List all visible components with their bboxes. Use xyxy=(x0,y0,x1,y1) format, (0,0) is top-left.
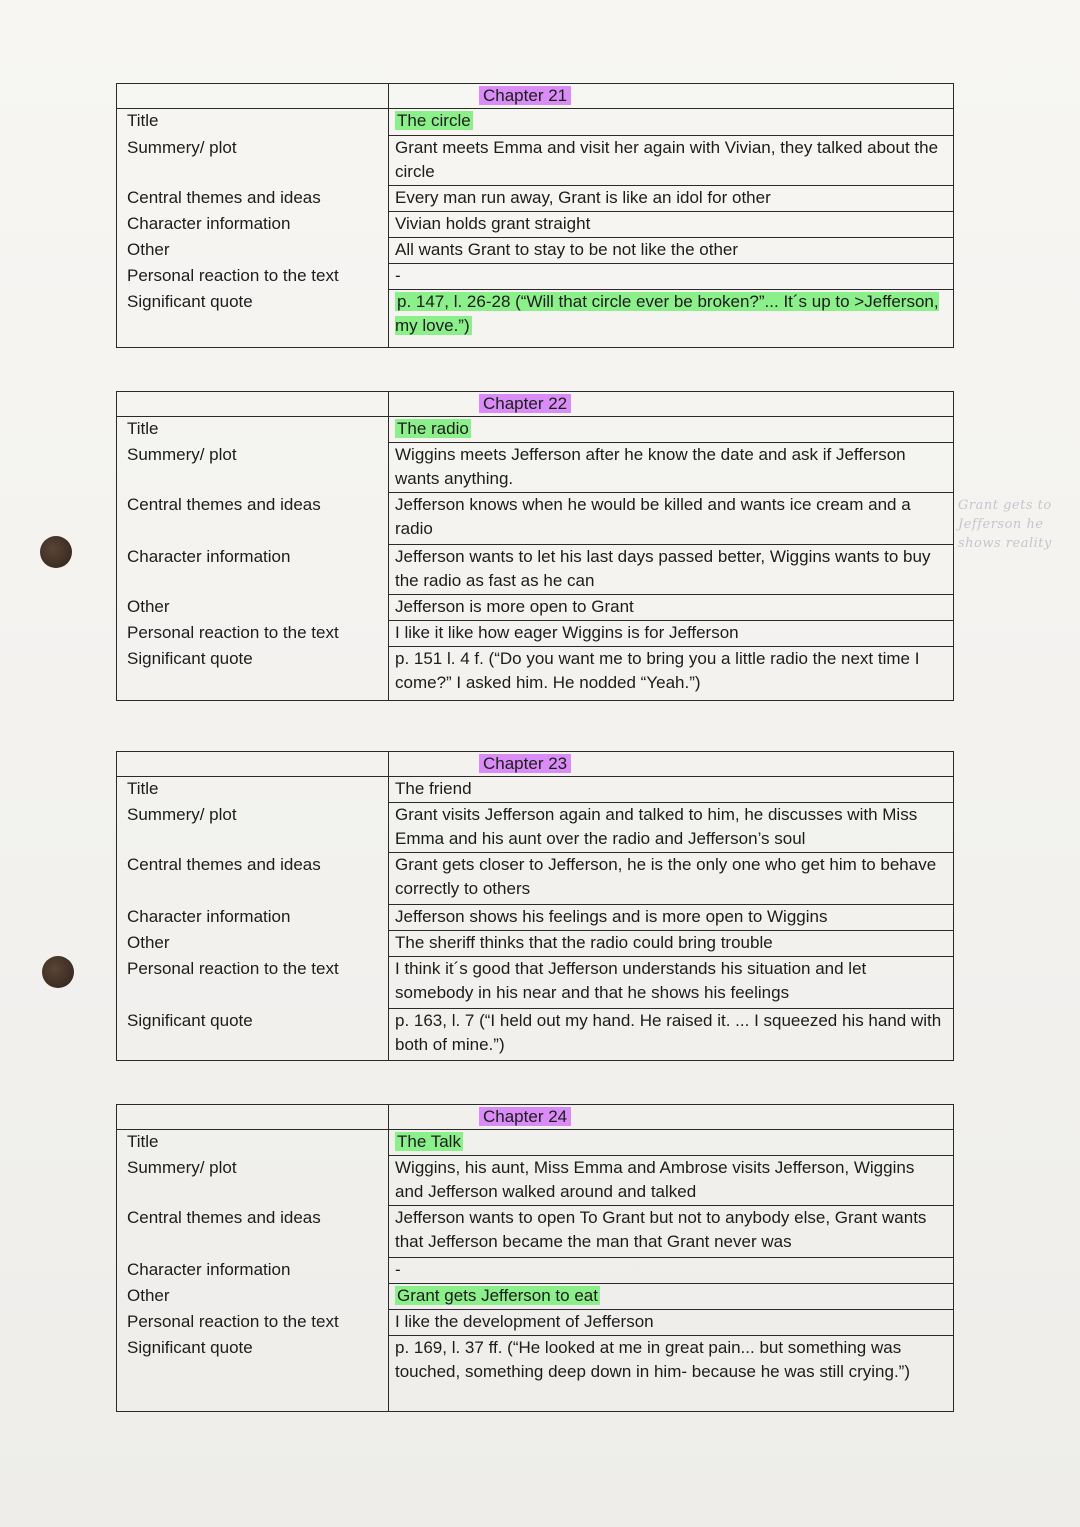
quote-value: p. 151 l. 4 f. (“Do you want me to bring you a little radio the next time I come?” I asked him. He nodded “Yeah.”) xyxy=(389,647,954,701)
reaction-value: I think it´s good that Jefferson understands his situation and let somebody in his near and that he shows his feelings xyxy=(389,957,954,1009)
label-title: Title xyxy=(117,417,389,443)
label-character: Character information xyxy=(117,905,389,931)
character-value: Jefferson wants to let his last days passed better, Wiggins wants to buy the radio as fast as he can xyxy=(389,545,954,595)
label-summary: Summery/ plot xyxy=(117,136,389,186)
label-character: Character information xyxy=(117,1258,389,1284)
label-summary: Summery/ plot xyxy=(117,803,389,853)
punch-hole-bottom xyxy=(42,956,74,988)
character-value: Jefferson shows his feelings and is more open to Wiggins xyxy=(389,905,954,931)
reaction-value: I like it like how eager Wiggins is for Jefferson xyxy=(389,621,954,647)
margin-handwritten-note: Grant gets to Jefferson he shows reality xyxy=(958,498,1052,551)
label-summary: Summery/ plot xyxy=(117,1156,389,1206)
summary-value: Wiggins, his aunt, Miss Emma and Ambrose visits Jefferson, Wiggins and Jefferson walked around and talked xyxy=(389,1156,954,1206)
label-quote: Significant quote xyxy=(117,1009,389,1061)
chapter-heading: Chapter 23 xyxy=(389,752,954,777)
label-other: Other xyxy=(117,1284,389,1310)
chapter-table-24 xyxy=(116,1104,954,1412)
label-title: Title xyxy=(117,1130,389,1156)
label-other: Other xyxy=(117,595,389,621)
punch-hole-top xyxy=(40,536,72,568)
themes-value: Every man run away, Grant is like an idol for other xyxy=(389,186,954,212)
label-themes: Central themes and ideas xyxy=(117,186,389,212)
label-other: Other xyxy=(117,238,389,264)
chapter-table-23 xyxy=(116,751,954,1061)
label-title: Title xyxy=(117,109,389,136)
quote-value: p. 147, l. 26-28 (“Will that circle ever be broken?”... It´s up to >Jefferson, my love.”) xyxy=(389,290,954,348)
title-value: The circle xyxy=(389,109,954,136)
title-value: The Talk xyxy=(389,1130,954,1156)
quote-value: p. 163, l. 7 (“I held out my hand. He raised it. ... I squeezed his hand with both of mine.”) xyxy=(389,1009,954,1061)
label-reaction: Personal reaction to the text xyxy=(117,621,389,647)
chapter-table-21 xyxy=(116,83,954,348)
other-value: The sheriff thinks that the radio could bring trouble xyxy=(389,931,954,957)
label-quote: Significant quote xyxy=(117,290,389,348)
chapter-heading: Chapter 22 xyxy=(389,392,954,417)
label-reaction: Personal reaction to the text xyxy=(117,1310,389,1336)
reaction-value: - xyxy=(389,264,954,290)
reaction-value: I like the development of Jefferson xyxy=(389,1310,954,1336)
summary-value: Wiggins meets Jefferson after he know the date and ask if Jefferson wants anything. xyxy=(389,443,954,493)
summary-value: Grant meets Emma and visit her again with Vivian, they talked about the circle xyxy=(389,136,954,186)
other-value: Jefferson is more open to Grant xyxy=(389,595,954,621)
label-quote: Significant quote xyxy=(117,647,389,701)
character-value: Vivian holds grant straight xyxy=(389,212,954,238)
quote-value: p. 169, l. 37 ff. (“He looked at me in great pain... but something was touched, something deep down in him- because he was still crying.”) xyxy=(389,1336,954,1412)
label-reaction: Personal reaction to the text xyxy=(117,957,389,1009)
label-quote: Significant quote xyxy=(117,1336,389,1412)
title-value: The radio xyxy=(389,417,954,443)
label-character: Character information xyxy=(117,545,389,595)
label-themes: Central themes and ideas xyxy=(117,493,389,545)
chapter-table-22 xyxy=(116,391,954,701)
label-other: Other xyxy=(117,931,389,957)
themes-value: Grant gets closer to Jefferson, he is the only one who get him to behave correctly to others xyxy=(389,853,954,905)
chapter-heading: Chapter 21 xyxy=(389,84,954,109)
other-value: Grant gets Jefferson to eat xyxy=(389,1284,954,1310)
label-themes: Central themes and ideas xyxy=(117,853,389,905)
chapter-heading: Chapter 24 xyxy=(389,1105,954,1130)
character-value: - xyxy=(389,1258,954,1284)
label-summary: Summery/ plot xyxy=(117,443,389,493)
themes-value: Jefferson knows when he would be killed and wants ice cream and a radio xyxy=(389,493,954,545)
label-reaction: Personal reaction to the text xyxy=(117,264,389,290)
other-value: All wants Grant to stay to be not like the other xyxy=(389,238,954,264)
label-title: Title xyxy=(117,777,389,803)
themes-value: Jefferson wants to open To Grant but not to anybody else, Grant wants that Jefferson became the man that Grant never was xyxy=(389,1206,954,1258)
summary-value: Grant visits Jefferson again and talked to him, he discusses with Miss Emma and his aunt over the radio and Jefferson’s soul xyxy=(389,803,954,853)
title-value: The friend xyxy=(389,777,954,803)
label-character: Character information xyxy=(117,212,389,238)
label-themes: Central themes and ideas xyxy=(117,1206,389,1258)
